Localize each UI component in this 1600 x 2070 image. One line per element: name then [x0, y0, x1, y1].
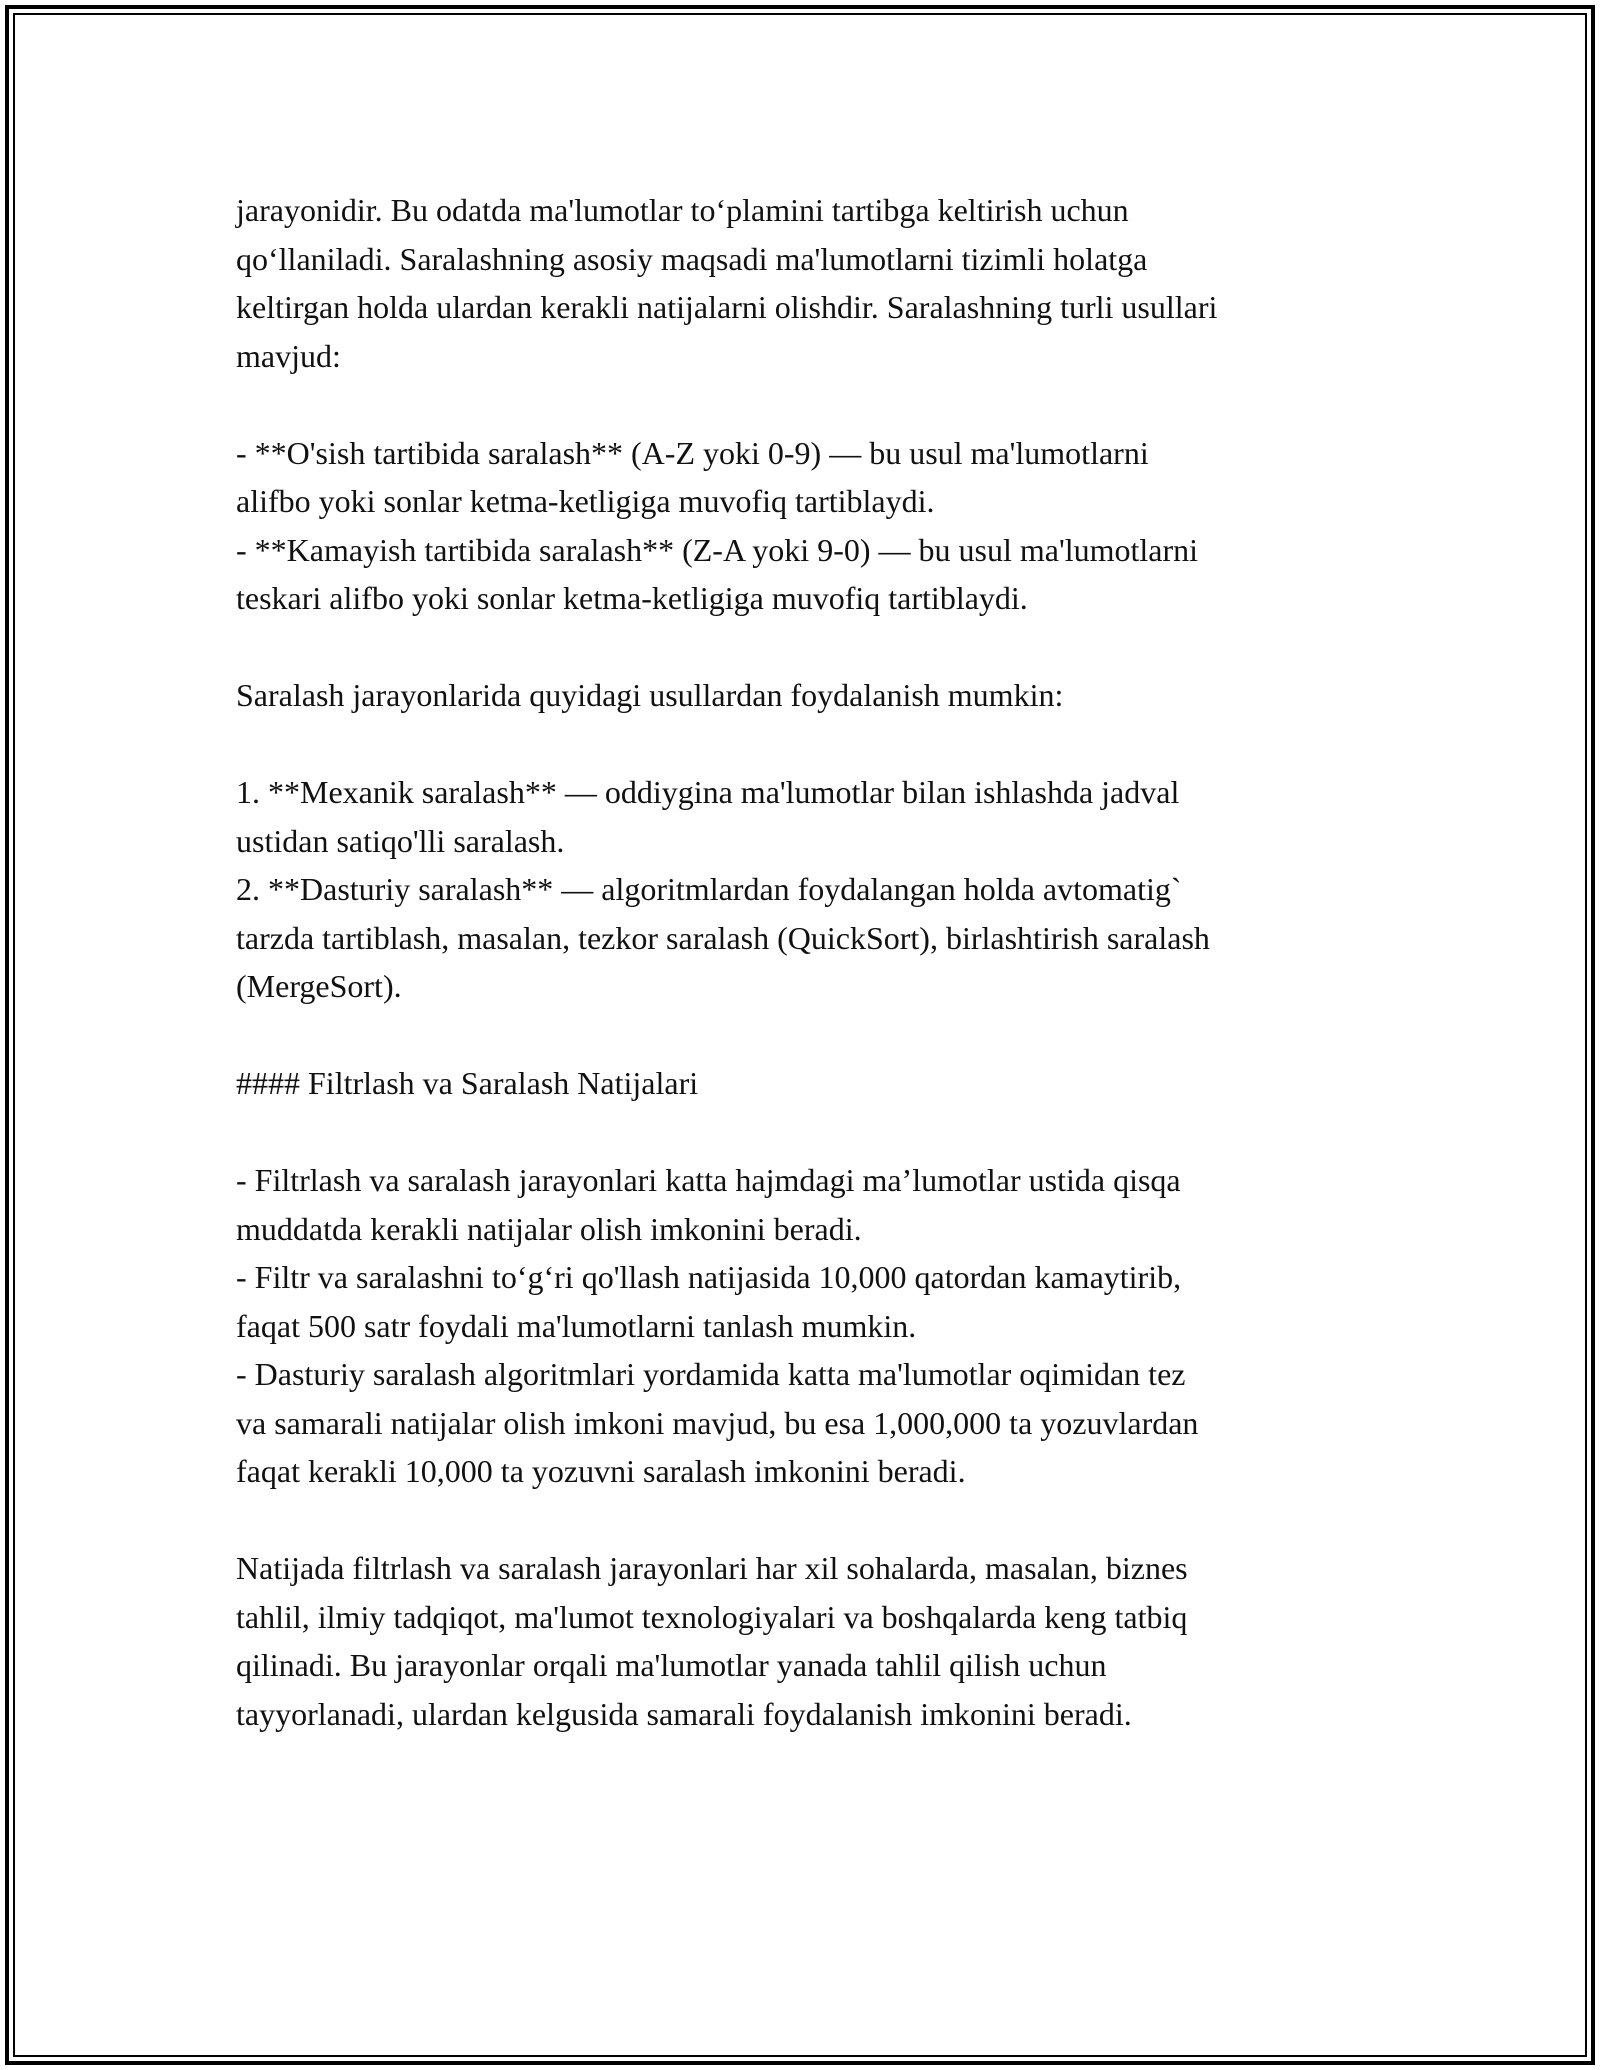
list-item-text: (MergeSort).: [236, 968, 402, 1004]
list-item-text: alifbo yoki sonlar ketma-ketligiga muvofiq tartiblaydi.: [236, 483, 935, 519]
list-item-text: ustidan satiqo'lli saralash.: [236, 822, 565, 859]
text-line: qilinadi. Bu jarayonlar orqali ma'lumotlar yanada tahlil qilish uchun: [236, 1647, 1107, 1683]
list-results: [236, 1156, 1376, 1496]
list-sort-orders: [236, 429, 1376, 623]
list-item-text: muddatda kerakli natijalar olish imkonini beradi.: [236, 1210, 862, 1247]
list-item-text: faqat kerakli 10,000 ta yozuvni saralash imkonini beradi.: [236, 1453, 966, 1489]
text-line: qo‘llaniladi. Saralashning asosiy maqsadi ma'lumotlarni tizimli holatga: [236, 240, 1148, 277]
list-item-text: - Filtr va saralashni to‘g‘ri qo'llash natijasida 10,000 qatordan kamaytirib,: [236, 1259, 1182, 1295]
paragraph-saralash-intro: [236, 186, 1376, 380]
paragraph-methods-lead: [236, 671, 1376, 720]
list-item-text: - Filtrlash va saralash jarayonlari katta hajmdagi ma’lumotlar ustida qisqa: [236, 1162, 1181, 1198]
text-line: mavjud:: [236, 337, 341, 374]
list-sort-methods: [236, 768, 1376, 1011]
text-line: tayyorlanadi, ulardan kelgusida samarali foydalanish imkonini beradi.: [236, 1695, 1132, 1732]
list-item-text: va samarali natijalar olish imkoni mavjud, bu esa 1,000,000 ta yozuvlardan: [236, 1404, 1199, 1441]
text-line: Saralash jarayonlarida quyidagi usullardan foydalanish mumkin:: [236, 677, 1064, 713]
list-item-text: teskari alifbo yoki sonlar ketma-ketligiga muvofiq tartiblaydi.: [236, 580, 1028, 616]
list-item-text: - **Kamayish tartibida saralash** (Z-A yoki 9-0) — bu usul ma'lumotlarni: [236, 531, 1199, 568]
list-item-text: 1. **Mexanik saralash** — oddiygina ma'lumotlar bilan ishlashda jadval: [236, 774, 1180, 810]
text-line: jarayonidir. Bu odatda ma'lumotlar to‘plamini tartibga keltirish uchun: [236, 192, 1129, 228]
list-item-text: - **O'sish tartibida saralash** (A-Z yoki 0-9) — bu usul ma'lumotlarni: [236, 434, 1149, 471]
text-line: Natijada filtrlash va saralash jarayonlari har xil sohalarda, masalan, biznes: [236, 1550, 1188, 1586]
text-line: keltirgan holda ulardan kerakli natijalarni olishdir. Saralashning turli usullari: [236, 289, 1218, 325]
document-body: [236, 186, 1376, 1738]
list-item-text: 2. **Dasturiy saralash** — algoritmlardan foydalangan holda avtomatig`: [236, 871, 1182, 907]
section-heading: [236, 1059, 1376, 1108]
text-line: tahlil, ilmiy tadqiqot, ma'lumot texnologiyalari va boshqalarda keng tatbiq: [236, 1598, 1188, 1635]
heading-text: #### Filtrlash va Saralash Natijalari: [236, 1065, 699, 1101]
list-item-text: tarzda tartiblash, masalan, tezkor saralash (QuickSort), birlashtirish saralash: [236, 919, 1210, 956]
paragraph-conclusion: [236, 1544, 1376, 1738]
list-item-text: - Dasturiy saralash algoritmlari yordamida katta ma'lumotlar oqimidan tez: [236, 1356, 1186, 1392]
list-item-text: faqat 500 satr foydali ma'lumotlarni tanlash mumkin.: [236, 1307, 917, 1344]
